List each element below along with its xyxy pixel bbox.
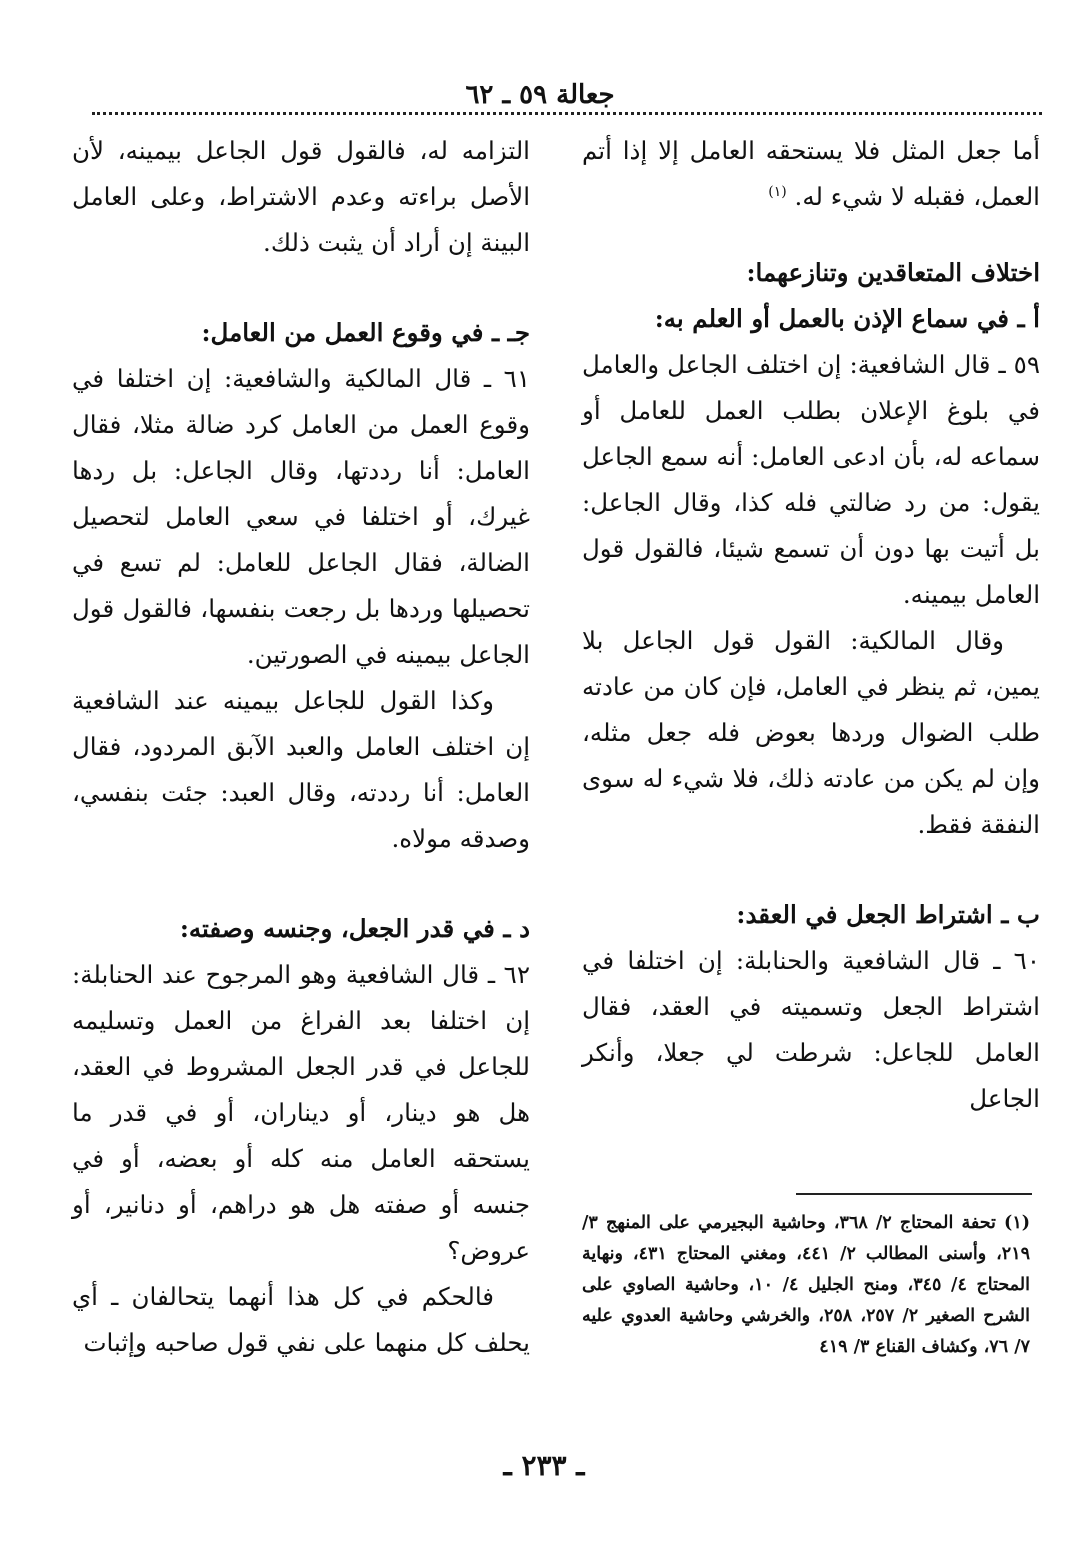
footnote-reference: (١): [768, 183, 787, 200]
paragraph-ju'l-al-mithl: [582, 128, 1040, 220]
paragraph-59: ٥٩ ـ قال الشافعية: إن اختلف الجاعل والعامل في بلوغ الإعلان بطلب العمل للعامل أو سماعه له، بأن ادعى العامل: أنه سمع الجاعل يقول: من رد ضالتي فله كذا، وقال الجاعل: بل أتيت بها دون أن تسمع شيئا، فالقول قول العامل بيمينه.: [582, 350, 1040, 609]
header-dotted-divider: [92, 112, 1042, 115]
footnote: [582, 1208, 1030, 1363]
paragraph-60-continued: التزامه له، فالقول قول الجاعل بيمينه، لأن الأصل براءته وعدم الاشتراط، وعلى العامل البينة إن أراد أن يثبت ذلك.: [72, 136, 530, 257]
subheading-c: جـ ـ في وقوع العمل من العامل:: [201, 318, 530, 347]
paragraph-62: ٦٢ ـ قال الشافعية وهو المرجوح عند الحنابلة: إن اختلفا بعد الفراغ من العمل وتسليمه للجاعل في قدر الجعل المشروط في العقد، هل هو دينار، أو ديناران، أو في قدر ما يستحقه العامل منه كله أو بعضه، أو في جنسه أو صفته هل هو دراهم، أو دنانير، أو عروض؟: [72, 960, 530, 1265]
paragraph-62-ruling: فالحكم في كل هذا أنهما يتحالفان ـ أي يحلف كل منهما على نفي قول صاحبه وإثبات: [72, 1282, 530, 1357]
paragraph-61-shafii: وكذا القول للجاعل بيمينه عند الشافعية إن اختلف العامل والعبد الآبق المردود، فقال العامل: أنا رددته، وقال العبد: جئت بنفسي، وصدقه مولاه.: [72, 686, 530, 853]
paragraph-60: ٦٠ ـ قال الشافعية والحنابلة: إن اختلفا في اشتراط الجعل وتسميته في العقد، فقال العامل للجاعل: شرطت لي جعلا، وأنكر الجاعل: [582, 946, 1040, 1113]
paragraph-59-maliki: وقال المالكية: القول قول الجاعل بلا يمين، ثم ينظر في العامل، فإن كان من عادته طلب الضوال وردها بعوض فله جعل مثله، وإن لم يكن من عادته ذلك، فلا شيء له سوى النفقة فقط.: [582, 626, 1040, 839]
section-heading-disputes: اختلاف المتعاقدين وتنازعهما:: [746, 258, 1040, 287]
paragraph-61: ٦١ ـ قال المالكية والشافعية: إن اختلفا في وقوع العمل من العامل كرد ضالة مثلا، فقال العامل: أنا رددتها، وقال الجاعل: بل ردها غيرك، أو اختلفا في سعي العامل لتحصيل الضالة، فقال الجاعل للعامل: لم تسع في تحصيلها وردها بل رجعت بنفسها، فالقول قول الجاعل بيمينه في الصورتين.: [72, 364, 530, 669]
page-number: ـ ٢٣٣ ـ: [503, 1449, 585, 1482]
subheading-a: أ ـ في سماع الإذن بالعمل أو العلم به:: [654, 304, 1040, 333]
footnote-text: (١) تحفة المحتاج ٢/ ٣٦٨، وحاشية البجيرمي على المنهج ٣/ ٢١٩، وأسنى المطالب ٢/ ٤٤١، ومغني المحتاج ٤٣١، ونهاية المحتاج ٤/ ٣٤٥، ومنح الجليل ٤/ ١٠، وحاشية الصاوي على الشرح الصغير ٢/ ٢٥٧، ٢٥٨، والخرشي وحاشية العدوي عليه ٧/ ٧٦، وكشاف القناع ٣/ ٤١٩: [582, 1213, 1031, 1357]
running-header-title: جعالة ٥٩ ـ ٦٢: [465, 80, 615, 110]
paragraph-text: أما جعل المثل فلا يستحقه العامل إلا إذا أتم العمل، فقبله لا شيء له.: [582, 136, 1040, 211]
left-text-column: [72, 128, 530, 1508]
subheading-b: ب ـ اشتراط الجعل في العقد:: [736, 900, 1040, 929]
footnote-divider: [796, 1193, 1032, 1195]
subheading-d: د ـ في قدر الجعل، وجنسه وصفته:: [179, 914, 530, 943]
